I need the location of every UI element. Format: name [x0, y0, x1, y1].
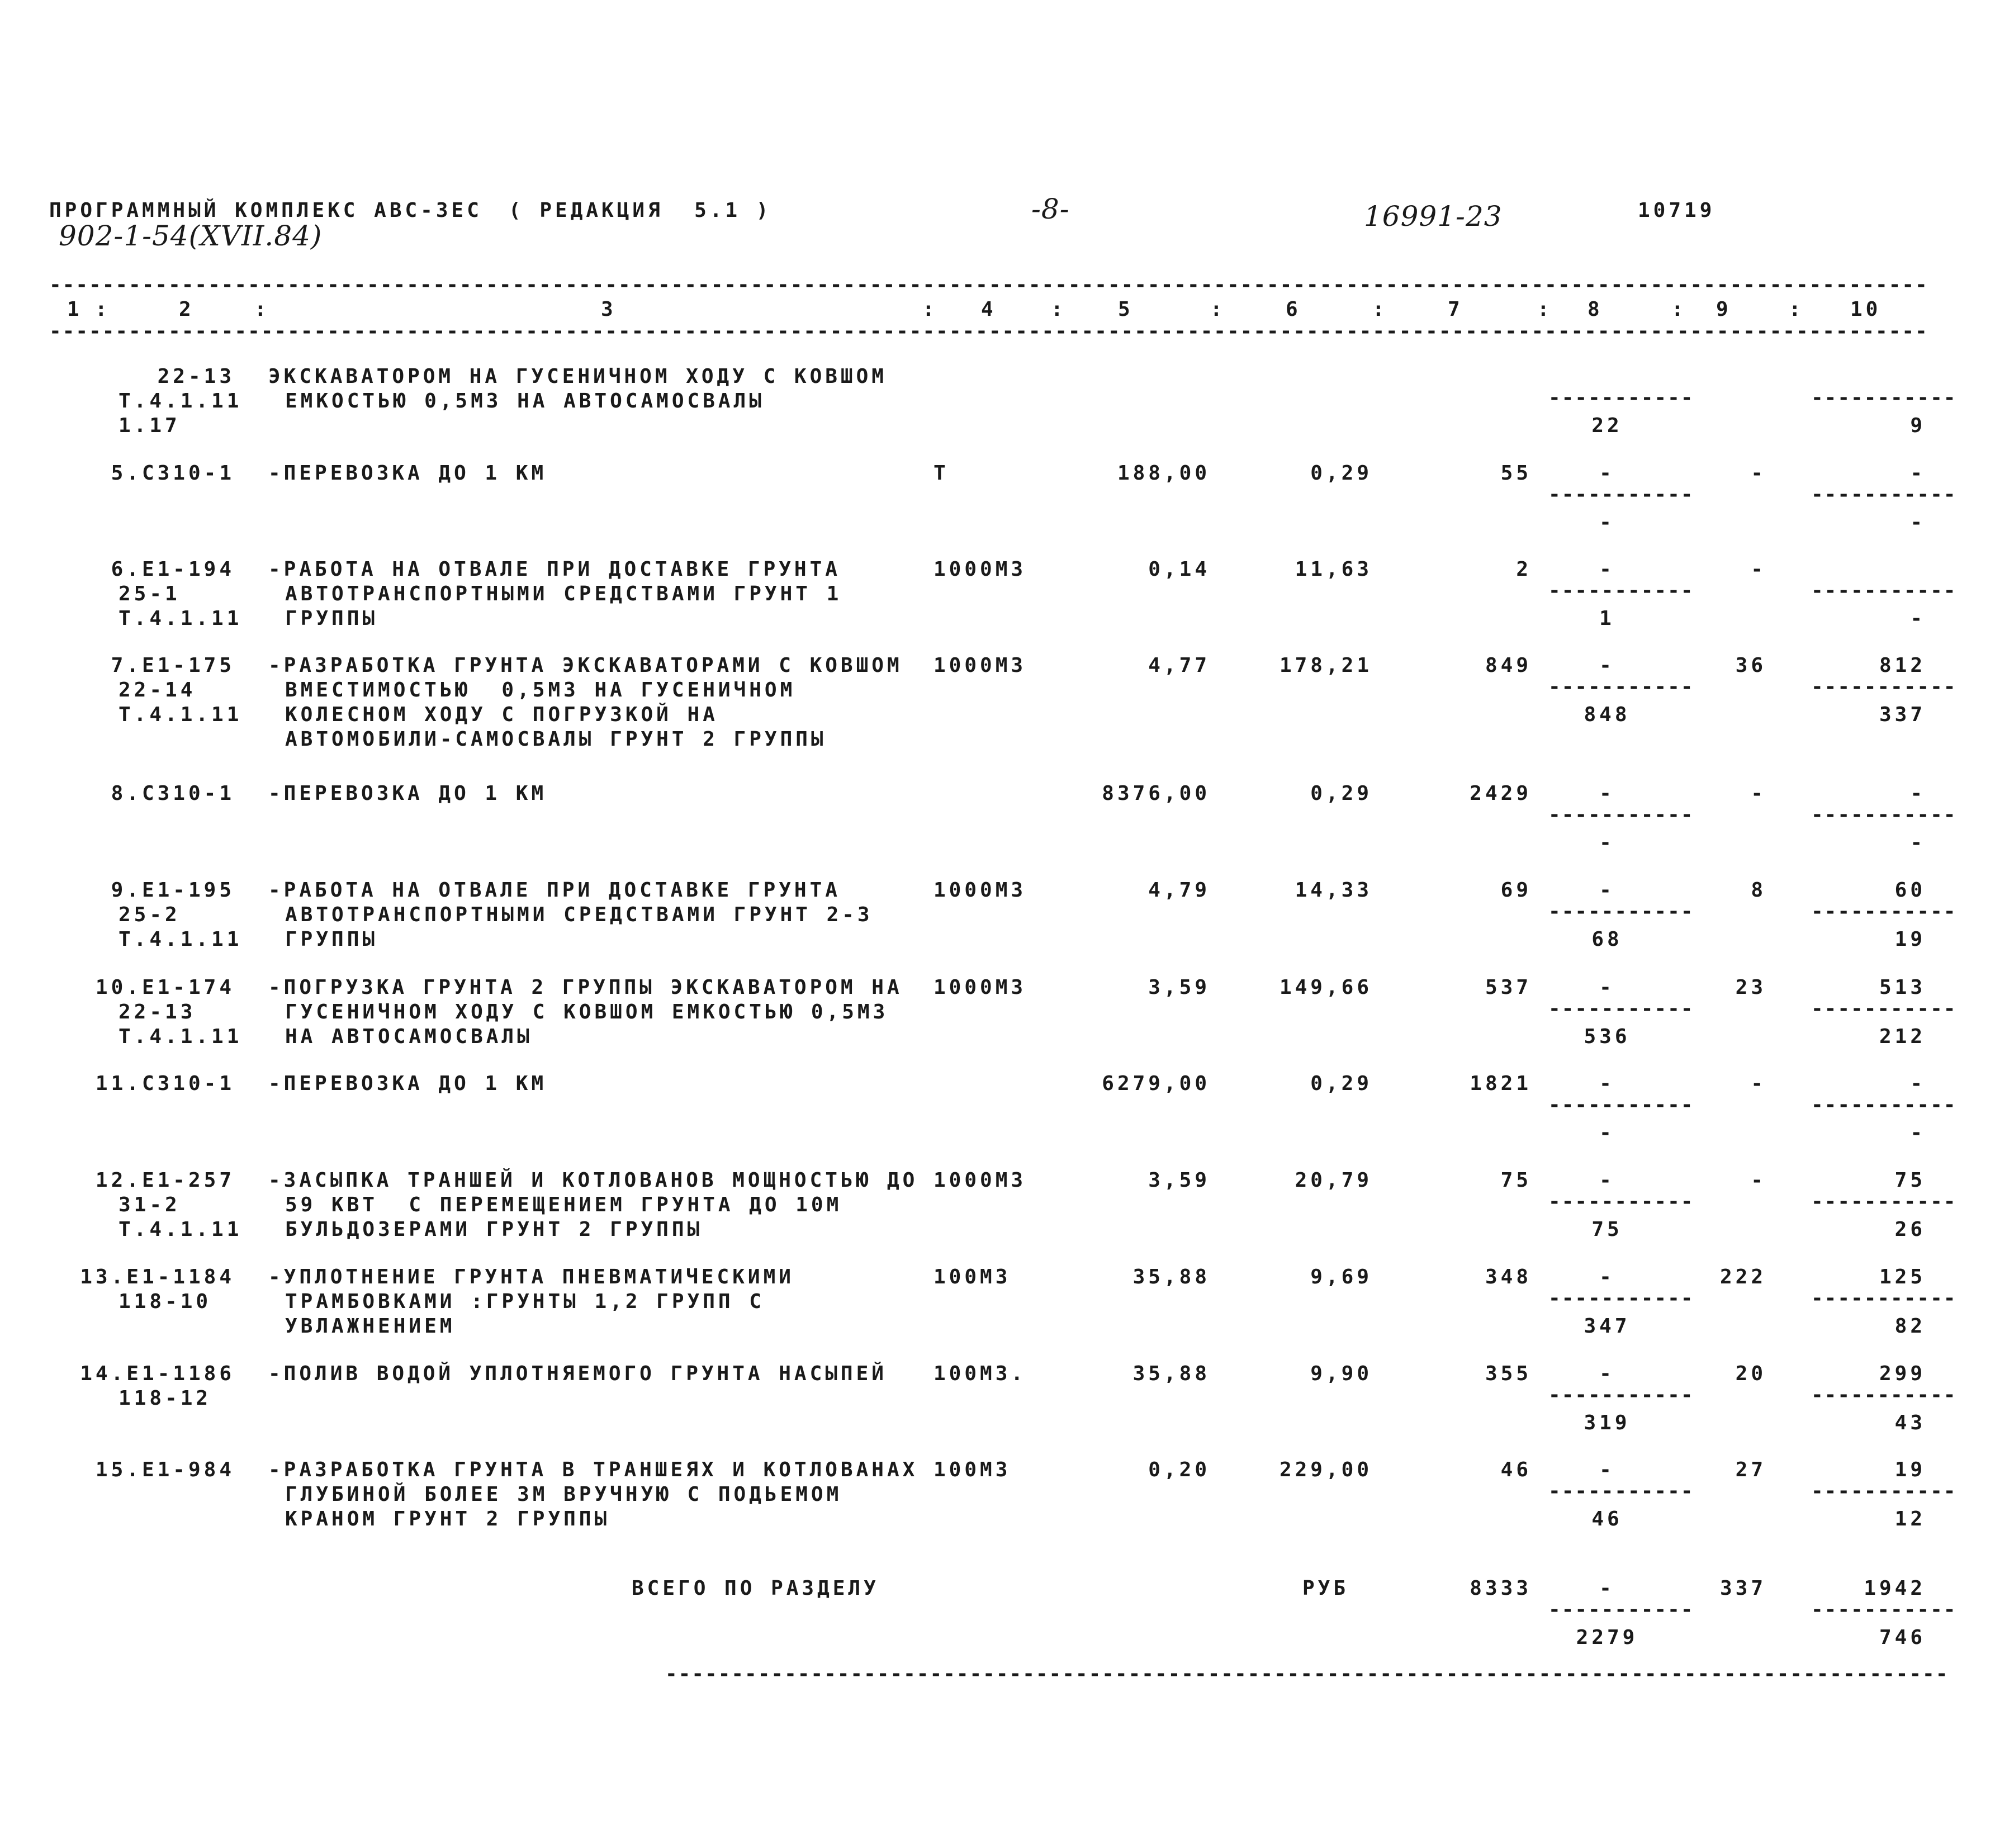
row-col8-rule: -----------: [1548, 1287, 1694, 1310]
row-quantity: 0,20: [1148, 1458, 1210, 1481]
row-col9: 20: [1735, 1362, 1766, 1385]
summary-label: ВСЕГО ПО РАЗДЕЛУ: [632, 1577, 879, 1600]
row-col9: -: [1751, 462, 1766, 485]
column-header: :: [1372, 298, 1388, 321]
row-price: 0,29: [1310, 462, 1372, 485]
row-col8-bottom: 75: [1591, 1218, 1623, 1241]
column-header: 6: [1286, 298, 1301, 321]
row-description: КОЛЕСНОМ ХОДУ С ПОГРУЗКОЙ НА: [285, 703, 718, 726]
row-description: -ПЕРЕВОЗКА ДО 1 КМ: [268, 462, 547, 485]
row-unit: 100М3.: [933, 1362, 1027, 1385]
row-total: 2429: [1470, 782, 1532, 805]
row-unit: 1000М3: [933, 976, 1027, 999]
row-unit: Т: [933, 462, 949, 485]
row-description: -ПОГРУЗКА ГРУНТА 2 ГРУППЫ ЭКСКАВАТОРОМ НА: [268, 976, 903, 999]
row-col10-rule: -----------: [1811, 1093, 1957, 1116]
page-number: -8-: [1031, 193, 1070, 225]
column-header: 7: [1448, 298, 1463, 321]
row-price: 9,90: [1310, 1362, 1372, 1385]
row-description: -ЗАСЫПКА ТРАНШЕЙ И КОТЛОВАНОВ МОЩНОСТЬЮ ДО: [268, 1169, 918, 1192]
row-code: 8.С310-1: [111, 782, 235, 805]
summary-unit: РУБ: [1302, 1577, 1349, 1600]
column-header: :: [95, 298, 111, 321]
row-description: КРАНОМ ГРУНТ 2 ГРУППЫ: [285, 1508, 610, 1530]
row-description: -ПЕРЕВОЗКА ДО 1 КМ: [268, 1072, 547, 1095]
row-code-ref: Т.4.1.11: [119, 703, 243, 726]
row-col10-rule: -----------: [1811, 900, 1957, 923]
row-code-ref: 31-2: [119, 1193, 181, 1216]
row-price: 9,69: [1310, 1266, 1372, 1288]
summary-col10-rule: -----------: [1811, 1598, 1957, 1621]
row-col10-rule: -----------: [1811, 1383, 1957, 1406]
row-col10-rule: -----------: [1811, 997, 1957, 1020]
row-col10-bottom: 82: [1894, 1315, 1926, 1338]
row-code: 9.Е1-195: [111, 879, 235, 902]
row-col8-rule: -----------: [1548, 386, 1694, 409]
row-code: 14.Е1-1186: [80, 1362, 235, 1385]
row-col10-bottom: 43: [1894, 1411, 1926, 1434]
row-code-ref: 22-13: [119, 1001, 196, 1023]
row-description: -УПЛОТНЕНИЕ ГРУНТА ПНЕВМАТИЧЕСКИМИ: [268, 1266, 794, 1288]
row-unit: 100М3: [933, 1266, 1011, 1288]
row-description: УВЛАЖНЕНИЕМ: [285, 1315, 456, 1338]
row-code-ref: Т.4.1.11: [119, 1218, 243, 1241]
project-number: 902-1-54(XVII.84): [59, 220, 323, 252]
row-description: ЭКСКАВАТОРОМ НА ГУСЕНИЧНОМ ХОДУ С КОВШОМ: [268, 365, 887, 388]
row-description: -ПЕРЕВОЗКА ДО 1 КМ: [268, 782, 547, 805]
row-col8-top: -: [1599, 879, 1615, 902]
row-code: 13.Е1-1184: [80, 1266, 235, 1288]
row-code-ref: Т.4.1.11: [119, 1025, 243, 1048]
row-description: ВМЕСТИМОСТЬЮ 0,5М3 НА ГУСЕНИЧНОМ: [285, 679, 796, 702]
row-price: 178,21: [1279, 654, 1372, 677]
row-col10-bottom: 9: [1910, 414, 1926, 437]
row-quantity: 0,14: [1148, 558, 1210, 581]
row-description: АВТОМОБИЛИ-САМОСВАЛЫ ГРУНТ 2 ГРУППЫ: [285, 728, 827, 751]
row-code-ref: 1.17: [119, 414, 181, 437]
row-col8-top: -: [1599, 462, 1615, 485]
row-col8-bottom: 68: [1591, 928, 1623, 951]
row-price: 0,29: [1310, 1072, 1372, 1095]
row-description: -РАЗРАБОТКА ГРУНТА ЭКСКАВАТОРАМИ С КОВШОМ: [268, 654, 903, 677]
row-price: 0,29: [1310, 782, 1372, 805]
summary-rule: -------------------------------------------------------------------------------------------------: [665, 1662, 1949, 1685]
row-col8-rule: -----------: [1548, 483, 1694, 506]
row-col10-top: -: [1910, 782, 1926, 805]
edition-label: ( РЕДАКЦИЯ 5.1 ): [509, 199, 772, 222]
row-col9: 27: [1735, 1458, 1766, 1481]
row-col8-top: -: [1599, 976, 1615, 999]
row-description: ТРАМБОВКАМИ :ГРУНТЫ 1,2 ГРУПП С: [285, 1290, 765, 1313]
row-description: ГЛУБИНОЙ БОЛЕЕ 3М ВРУЧНУЮ С ПОДЬЕМОМ: [285, 1483, 842, 1506]
row-col8-rule: -----------: [1548, 1383, 1694, 1406]
row-col8-top: -: [1599, 1362, 1615, 1385]
row-quantity: 4,79: [1148, 879, 1210, 902]
summary-col10-top: 1942: [1864, 1577, 1926, 1600]
row-quantity: 6279,00: [1102, 1072, 1210, 1095]
row-code-ref: 25-1: [119, 582, 181, 605]
row-code-ref: 118-12: [119, 1387, 212, 1410]
row-description: АВТОТРАНСПОРТНЫМИ СРЕДСТВАМИ ГРУНТ 2-3: [285, 903, 873, 926]
row-col8-bottom: -: [1599, 831, 1615, 854]
row-description: -РАБОТА НА ОТВАЛЕ ПРИ ДОСТАВКЕ ГРУНТА: [268, 879, 841, 902]
row-col9: 36: [1735, 654, 1766, 677]
row-price: 149,66: [1279, 976, 1372, 999]
row-col8-bottom: 1: [1599, 607, 1615, 630]
row-description: ЕМКОСТЬЮ 0,5М3 НА АВТОСАМОСВАЛЫ: [285, 390, 765, 413]
row-quantity: 4,77: [1148, 654, 1210, 677]
row-price: 11,63: [1295, 558, 1372, 581]
row-col8-bottom: 848: [1584, 703, 1631, 726]
row-col8-bottom: -: [1599, 511, 1615, 534]
row-total: 55: [1500, 462, 1532, 485]
row-quantity: 35,88: [1132, 1362, 1210, 1385]
row-col8-bottom: 22: [1591, 414, 1623, 437]
row-unit: 1000М3: [933, 654, 1027, 677]
row-code: 11.С310-1: [95, 1072, 235, 1095]
row-code: 12.Е1-257: [95, 1169, 235, 1192]
program-title: ПРОГРАММНЫЙ КОМПЛЕКС АВС-3ЕС: [49, 199, 482, 222]
row-col9: -: [1751, 1072, 1766, 1095]
row-col8-bottom: -: [1599, 1121, 1615, 1144]
row-col10-bottom: 26: [1894, 1218, 1926, 1241]
row-col8-top: -: [1599, 1072, 1615, 1095]
row-col8-rule: -----------: [1548, 803, 1694, 826]
row-col10-rule: -----------: [1811, 1190, 1957, 1213]
column-header: :: [1671, 298, 1687, 321]
column-header: 10: [1850, 298, 1882, 321]
column-header: :: [1537, 298, 1553, 321]
row-quantity: 188,00: [1117, 462, 1210, 485]
row-col10-rule: -----------: [1811, 1287, 1957, 1310]
row-col8-top: -: [1599, 558, 1615, 581]
summary-col8-rule: -----------: [1548, 1598, 1694, 1621]
row-col10-top: -: [1910, 1072, 1926, 1095]
row-description: АВТОТРАНСПОРТНЫМИ СРЕДСТВАМИ ГРУНТ 1: [285, 582, 842, 605]
row-unit: 1000М3: [933, 1169, 1027, 1192]
row-description: -ПОЛИВ ВОДОЙ УПЛОТНЯЕМОГО ГРУНТА НАСЫПЕЙ: [268, 1362, 887, 1385]
summary-col10-bottom: 746: [1879, 1626, 1926, 1649]
column-header: 8: [1588, 298, 1603, 321]
row-description: -РАЗРАБОТКА ГРУНТА В ТРАНШЕЯХ И КОТЛОВАНАХ: [268, 1458, 918, 1481]
row-description: БУЛЬДОЗЕРАМИ ГРУНТ 2 ГРУППЫ: [285, 1218, 703, 1241]
row-total: 69: [1500, 879, 1532, 902]
row-code-ref: 118-10: [119, 1290, 212, 1313]
row-code: 5.С310-1: [111, 462, 235, 485]
row-col9: -: [1751, 558, 1766, 581]
column-header: :: [922, 298, 938, 321]
row-col10-rule: -----------: [1811, 483, 1957, 506]
row-col10-bottom: -: [1910, 607, 1926, 630]
row-col10-top: 812: [1879, 654, 1926, 677]
row-description: ГУСЕНИЧНОМ ХОДУ С КОВШОМ ЕМКОСТЬЮ 0,5М3: [285, 1001, 889, 1023]
row-col10-top: 513: [1879, 976, 1926, 999]
row-quantity: 8376,00: [1102, 782, 1210, 805]
column-header: 1: [67, 298, 83, 321]
row-quantity: 35,88: [1132, 1266, 1210, 1288]
row-price: 20,79: [1295, 1169, 1372, 1192]
row-col10-top: 299: [1879, 1362, 1926, 1385]
summary-col8-bottom: 2279: [1576, 1626, 1638, 1649]
row-total: 849: [1485, 654, 1532, 677]
row-price: 14,33: [1295, 879, 1372, 902]
row-total: 537: [1485, 976, 1532, 999]
row-col10-top: 60: [1894, 879, 1926, 902]
row-col8-bottom: 536: [1584, 1025, 1631, 1048]
row-code-ref: Т.4.1.11: [119, 928, 243, 951]
row-col10-bottom: -: [1910, 1121, 1926, 1144]
row-col10-top: 125: [1879, 1266, 1926, 1288]
row-code: 7.Е1-175: [111, 654, 235, 677]
row-col10-bottom: -: [1910, 831, 1926, 854]
row-price: 229,00: [1279, 1458, 1372, 1481]
row-col10-rule: -----------: [1811, 386, 1957, 409]
row-description: ГРУППЫ: [285, 928, 378, 951]
row-col9: 23: [1735, 976, 1766, 999]
column-header: :: [1789, 298, 1804, 321]
row-col10-bottom: 12: [1894, 1508, 1926, 1530]
row-col8-rule: -----------: [1548, 675, 1694, 698]
row-description: ГРУППЫ: [285, 607, 378, 630]
column-header: 5: [1118, 298, 1134, 321]
row-col8-rule: -----------: [1548, 900, 1694, 923]
row-total: 2: [1516, 558, 1532, 581]
row-code-ref: 25-2: [119, 903, 181, 926]
header-rule-bottom: ----------------------------------------------------------------------------------------------------------------------------------------------: [49, 320, 1928, 343]
header-rule-top: ----------------------------------------------------------------------------------------------------------------------------------------------: [49, 273, 1928, 296]
row-col10-bottom: 19: [1894, 928, 1926, 951]
row-col8-rule: -----------: [1548, 1190, 1694, 1213]
row-unit: 1000М3: [933, 558, 1027, 581]
row-description: 59 КВТ С ПЕРЕМЕЩЕНИЕМ ГРУНТА ДО 10М: [285, 1193, 842, 1216]
row-unit: 100М3: [933, 1458, 1011, 1481]
row-col8-top: -: [1599, 1458, 1615, 1481]
summary-col9: 337: [1719, 1577, 1766, 1600]
row-col8-bottom: 46: [1591, 1508, 1623, 1530]
row-col10-bottom: 212: [1879, 1025, 1926, 1048]
row-quantity: 3,59: [1148, 976, 1210, 999]
row-col10-bottom: -: [1910, 511, 1926, 534]
column-header: :: [1051, 298, 1067, 321]
column-header: 9: [1716, 298, 1732, 321]
row-col8-rule: -----------: [1548, 1480, 1694, 1503]
row-unit: 1000М3: [933, 879, 1027, 902]
column-header: :: [1210, 298, 1226, 321]
row-code: 15.Е1-984: [95, 1458, 235, 1481]
summary-total: 8333: [1470, 1577, 1532, 1600]
row-col10-top: 19: [1894, 1458, 1926, 1481]
row-col10-top: -: [1910, 462, 1926, 485]
row-col8-top: -: [1599, 782, 1615, 805]
row-code-ref: 22-14: [119, 679, 196, 702]
document-number: 16991-23: [1364, 200, 1503, 233]
summary-col8-top: -: [1599, 1577, 1615, 1600]
row-col8-top: -: [1599, 654, 1615, 677]
column-header: 3: [601, 298, 617, 321]
row-col10-bottom: 337: [1879, 703, 1926, 726]
row-code-ref: Т.4.1.11: [119, 390, 243, 413]
row-col9: -: [1751, 1169, 1766, 1192]
row-col8-rule: -----------: [1548, 1093, 1694, 1116]
row-col8-rule: -----------: [1548, 579, 1694, 602]
row-total: 348: [1485, 1266, 1532, 1288]
row-total: 355: [1485, 1362, 1532, 1385]
row-col9: -: [1751, 782, 1766, 805]
row-col10-top: 75: [1894, 1169, 1926, 1192]
row-code-ref: Т.4.1.11: [119, 607, 243, 630]
row-col8-top: -: [1599, 1266, 1615, 1288]
row-total: 75: [1500, 1169, 1532, 1192]
column-header: 4: [981, 298, 997, 321]
row-code: 10.Е1-174: [95, 976, 235, 999]
document-code: 10719: [1638, 199, 1716, 222]
row-col10-rule: -----------: [1811, 803, 1957, 826]
row-col10-rule: -----------: [1811, 675, 1957, 698]
row-col10-rule: -----------: [1811, 579, 1957, 602]
row-col8-rule: -----------: [1548, 997, 1694, 1020]
row-col10-rule: -----------: [1811, 1480, 1957, 1503]
row-quantity: 3,59: [1148, 1169, 1210, 1192]
row-col8-bottom: 347: [1584, 1315, 1631, 1338]
row-col8-bottom: 319: [1584, 1411, 1631, 1434]
column-header: :: [254, 298, 270, 321]
row-col9: 8: [1751, 879, 1766, 902]
row-description: -РАБОТА НА ОТВАЛЕ ПРИ ДОСТАВКЕ ГРУНТА: [268, 558, 841, 581]
row-col9: 222: [1719, 1266, 1766, 1288]
row-total: 46: [1500, 1458, 1532, 1481]
row-total: 1821: [1470, 1072, 1532, 1095]
row-col8-top: -: [1599, 1169, 1615, 1192]
row-code: 22-13: [157, 365, 235, 388]
column-header: 2: [179, 298, 195, 321]
row-description: НА АВТОСАМОСВАЛЫ: [285, 1025, 533, 1048]
row-code: 6.Е1-194: [111, 558, 235, 581]
